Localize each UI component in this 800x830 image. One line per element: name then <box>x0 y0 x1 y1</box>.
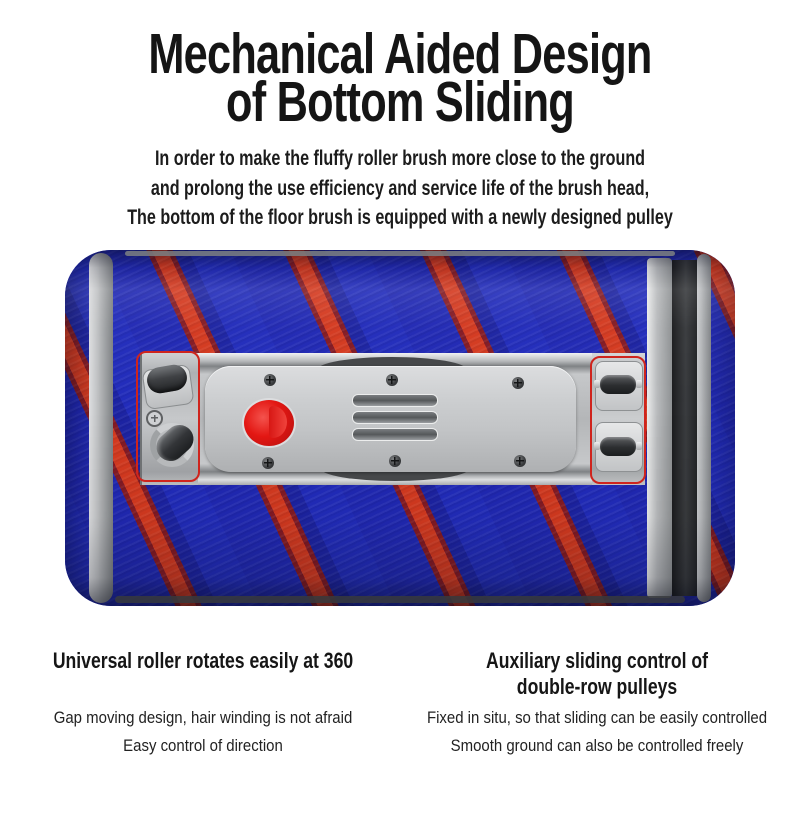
grip-ribs <box>352 394 438 442</box>
screw-icon <box>389 455 401 467</box>
feature-right-heading <box>400 648 794 704</box>
roller-brush-photo <box>65 250 735 606</box>
feature-right-line-2: Smooth ground can also be controlled freely <box>450 736 744 755</box>
lock-slot-icon <box>269 406 287 438</box>
screw-icon <box>386 374 398 386</box>
screw-icon <box>264 374 276 386</box>
feature-right-heading-line-1: Auxiliary sliding control of <box>486 647 708 673</box>
screw-icon <box>512 377 524 389</box>
page-title <box>0 22 800 134</box>
right-highlight-box <box>590 356 646 484</box>
sliding-plate <box>205 366 576 472</box>
subtitle <box>0 144 800 233</box>
feature-captions <box>0 648 800 761</box>
screw-icon <box>262 457 274 469</box>
feature-left-heading-text: Universal roller rotates easily at 360 <box>52 647 354 673</box>
rib-slot <box>352 394 438 407</box>
title-line-2: of Bottom Sliding <box>225 70 575 134</box>
feature-left-line-2: Easy control of direction <box>123 736 283 755</box>
subtitle-line-2: and prolong the use efficiency and service life of the brush head, <box>150 175 650 200</box>
feature-right-line-1: Fixed in situ, so that sliding can be easily controlled <box>426 707 768 727</box>
feature-left-line-1: Gap moving design, hair winding is not afraid <box>53 707 353 727</box>
bottom-edge-line <box>115 596 685 603</box>
top-edge-line <box>125 251 675 256</box>
feature-left-heading <box>6 648 400 704</box>
feature-left-body <box>6 704 400 761</box>
rib-slot <box>352 428 438 441</box>
rib-slot <box>352 411 438 424</box>
title-line-1: Mechanical Aided Design <box>148 22 652 86</box>
subtitle-line-1: In order to make the fluffy roller brush more close to the ground <box>154 146 646 170</box>
product-ad-page <box>0 22 800 830</box>
left-highlight-box <box>136 351 200 482</box>
feature-right <box>400 648 794 761</box>
feature-left <box>6 648 400 761</box>
feature-right-body <box>400 704 794 761</box>
feature-right-heading-line-2: double-row pulleys <box>516 673 678 699</box>
bottom-plate-assembly <box>140 353 645 485</box>
subtitle-line-3: The bottom of the floor brush is equipped with a newly designed pulley <box>127 205 673 229</box>
screw-icon <box>514 455 526 467</box>
release-lock-button <box>242 398 296 448</box>
